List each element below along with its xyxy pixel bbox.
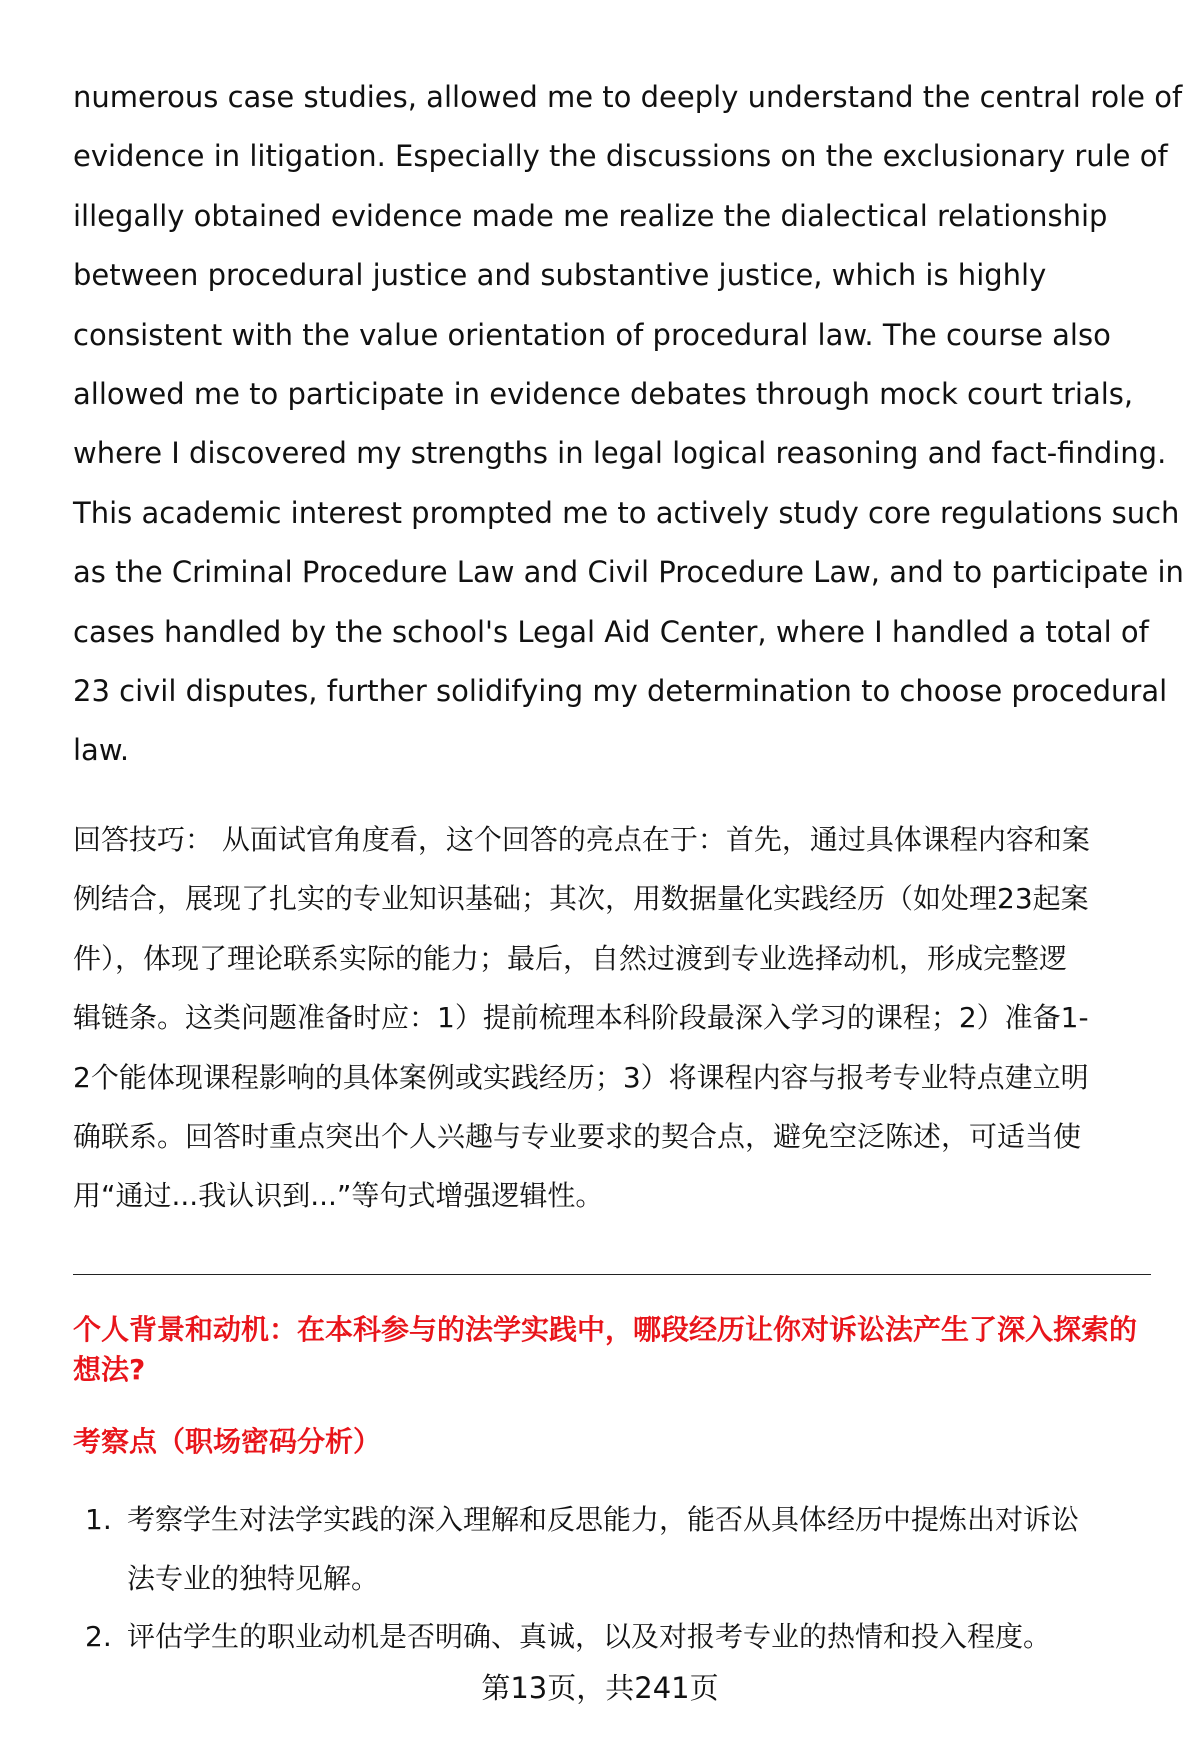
english-paragraph: [73, 68, 1184, 781]
tips-paragraph: [73, 810, 1153, 1226]
list-item: [85, 1607, 1052, 1666]
text-line: 确联系。回答时重点突出个人兴趣与专业要求的契合点，避免空泛陈述，可适当使: [73, 1120, 1082, 1154]
text-line: numerous case studies, allowed me to deeply understand the central role of: [73, 80, 1183, 114]
list-number: 2.: [85, 1620, 112, 1653]
text-line: 评估学生的职业动机是否明确、真诚，以及对报考专业的热情和投入程度。: [127, 1620, 1052, 1653]
text-line: 回答技巧： 从面试官角度看，这个回答的亮点在于：首先，通过具体课程内容和案: [73, 823, 1090, 856]
section-title: 考察点（职场密码分析）: [73, 1425, 382, 1458]
text-line: 用“通过...我认识到...”等句式增强逻辑性。: [73, 1179, 604, 1213]
text-line: 考察学生对法学实践的深入理解和反思能力，能否从具体经历中提炼出对诉讼: [127, 1503, 1080, 1536]
text-line: where I discovered my strengths in legal logical reasoning and fact-finding.: [73, 436, 1167, 471]
text-line: 23 civil disputes, further solidifying my determination to choose procedural: [73, 674, 1168, 709]
list-number: 1.: [85, 1503, 112, 1536]
page-footer: 第13页，共241页: [481, 1671, 719, 1705]
text-line: 例结合，展现了扎实的专业知识基础；其次，用数据量化实践经历（如处理23起案: [73, 882, 1089, 916]
text-line: between procedural justice and substantive justice, which is highly: [73, 258, 1047, 293]
text-line: 件），体现了理论联系实际的能力；最后，自然过渡到专业选择动机，形成完整逻: [73, 941, 1068, 975]
text-line: 辑链条。这类问题准备时应：1）提前梳理本科阶段最深入学习的课程；2）准备1-: [73, 1001, 1089, 1035]
text-line: consistent with the value orientation of procedural law. The course also: [73, 317, 1111, 352]
text-line: as the Criminal Procedure Law and Civil Procedure Law, and to participate in: [73, 555, 1184, 590]
text-line: allowed me to participate in evidence debates through mock court trials,: [73, 377, 1134, 412]
text-line: evidence in litigation. Especially the discussions on the exclusionary rule of: [73, 139, 1168, 174]
text-line: 2个能体现课程影响的具体案例或实践经历；3）将课程内容与报考专业特点建立明: [73, 1060, 1089, 1094]
text-line: 法专业的独特见解。: [127, 1562, 380, 1595]
question-heading: 个人背景和动机：在本科参与的法学实践中，哪段经历让你对诉讼法产生了深入探索的想法?: [73, 1313, 1138, 1386]
text-line: law.: [73, 733, 130, 768]
list-item: [85, 1490, 1080, 1595]
section-divider: [73, 1274, 1151, 1275]
text-line: cases handled by the school's Legal Aid Center, where I handled a total of: [73, 614, 1149, 649]
text-line: This academic interest prompted me to actively study core regulations such: [73, 495, 1180, 530]
text-line: illegally obtained evidence made me realize the dialectical relationship: [73, 198, 1108, 233]
